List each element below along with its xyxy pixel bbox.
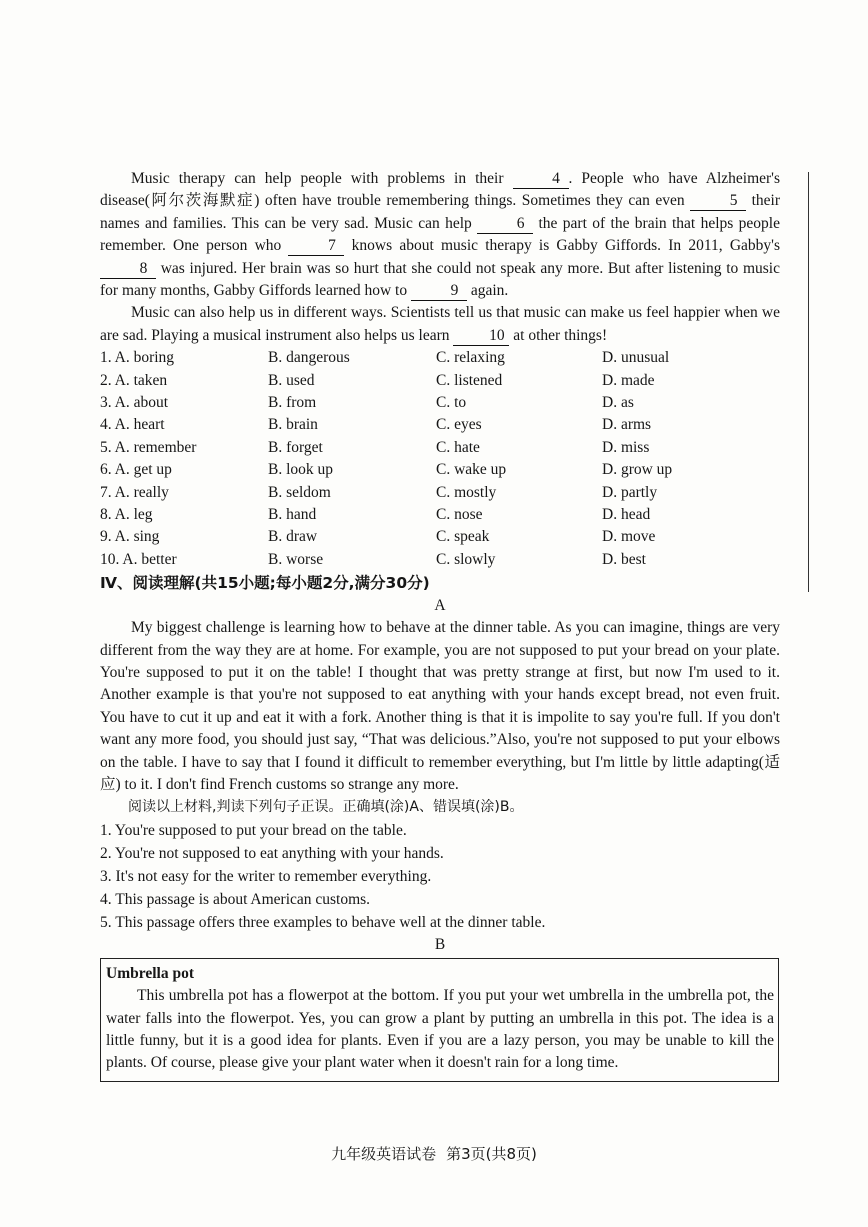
blank-10[interactable]: 10 xyxy=(453,327,509,346)
statement-item: 5. This passage offers three examples to behave well at the dinner table. xyxy=(100,914,546,932)
option-row xyxy=(100,392,780,414)
option-d[interactable]: D. partly xyxy=(602,483,658,501)
cloze-text: was injured. Her brain was so hurt that she could not speak any more. But after listening to music for many months, Gabby Giffords learned how to xyxy=(100,259,780,300)
option-d[interactable]: D. head xyxy=(602,505,651,523)
option-b[interactable]: B. forget xyxy=(268,438,323,456)
option-d[interactable]: D. unusual xyxy=(602,349,670,367)
option-b[interactable]: B. draw xyxy=(268,528,318,546)
statement-item: 1. You're supposed to put your bread on the table. xyxy=(100,822,407,840)
blank-8[interactable]: 8 xyxy=(100,260,156,279)
statement-item: 2. You're not supposed to eat anything with your hands. xyxy=(100,845,444,863)
blank-6[interactable]: 6 xyxy=(477,215,533,234)
instruction-text: 阅读以上材料,判读下列句子正误。正确填(涂)A、错误填(涂)B。 xyxy=(128,799,524,816)
option-d[interactable]: D. arms xyxy=(602,416,652,434)
box-text: This umbrella pot has a flowerpot at the bottom. If you put your wet umbrella in the umbrella pot, the water falls into the flowerpot. Yes, you can grow a plant by putting an umbrella in this pot. The idea is a little funny, but it is a good idea for plants. Even if you are a lazy person, you may be unable to kill the plants. Of course, please give your plant water when it doesn't rain for a long time. xyxy=(106,987,774,1072)
footer-title: 九年级英语试卷 xyxy=(331,1145,437,1163)
cloze-paragraph-2 xyxy=(100,302,780,347)
option-b[interactable]: B. look up xyxy=(268,461,334,479)
margin-rule xyxy=(808,172,809,592)
cloze-text: at other things! xyxy=(509,326,608,344)
option-c[interactable]: C. slowly xyxy=(436,550,496,568)
option-a[interactable]: 5. A. remember xyxy=(100,438,197,456)
page-footer xyxy=(0,1143,868,1164)
option-c[interactable]: C. wake up xyxy=(436,461,507,479)
option-row xyxy=(100,459,780,481)
option-c[interactable]: C. eyes xyxy=(436,416,482,434)
section-heading: Ⅳ、阅读理解(共15小题;每小题2分,满分30分) xyxy=(100,574,430,593)
option-row xyxy=(100,347,780,369)
cloze-text: Music can also help us in different ways. Scientists tell us that music can make us feel happier when we are sad. Playing a musical instrument also helps us learn xyxy=(100,304,780,344)
statement-item: 4. This passage is about American customs. xyxy=(100,891,371,909)
option-a[interactable]: 7. A. really xyxy=(100,483,169,501)
option-row xyxy=(100,549,780,571)
option-d[interactable]: D. grow up xyxy=(602,461,673,479)
option-b[interactable]: B. hand xyxy=(268,505,317,523)
cloze-text: Music therapy can help people with problems in their xyxy=(131,170,513,187)
part-a-label: A xyxy=(434,597,446,615)
option-b[interactable]: B. brain xyxy=(268,416,318,434)
option-a[interactable]: 6. A. get up xyxy=(100,461,172,479)
option-a[interactable]: 8. A. leg xyxy=(100,505,153,523)
footer-page-number: 第3页(共8页) xyxy=(446,1145,537,1163)
part-b-label: B xyxy=(434,936,446,954)
option-d[interactable]: D. best xyxy=(602,550,646,568)
blank-4[interactable]: 4 xyxy=(513,170,569,189)
blank-7[interactable]: 7 xyxy=(288,237,344,256)
option-c[interactable]: C. mostly xyxy=(436,483,497,501)
option-c[interactable]: C. to xyxy=(436,394,467,412)
cloze-text: the part of the brain that helps people remember. One person who xyxy=(100,214,780,255)
option-list xyxy=(100,347,780,571)
option-b[interactable]: B. worse xyxy=(268,550,324,568)
cloze-paragraph-1 xyxy=(100,168,780,302)
option-c[interactable]: C. hate xyxy=(436,438,480,456)
option-row xyxy=(100,414,780,436)
option-d[interactable]: D. miss xyxy=(602,438,650,456)
option-a[interactable]: 10. A. better xyxy=(100,550,177,568)
exam-page xyxy=(100,168,780,1082)
option-b[interactable]: B. dangerous xyxy=(268,349,350,367)
option-c[interactable]: C. listened xyxy=(436,371,503,389)
option-row xyxy=(100,370,780,392)
option-b[interactable]: B. used xyxy=(268,371,315,389)
option-d[interactable]: D. made xyxy=(602,371,655,389)
option-row xyxy=(100,504,780,526)
option-d[interactable]: D. move xyxy=(602,528,656,546)
statement-item: 3. It's not easy for the writer to remember everything. xyxy=(100,868,432,886)
box-title: Umbrella pot xyxy=(106,965,194,983)
option-row xyxy=(100,437,780,459)
cloze-text: knows about music therapy is Gabby Giffords. In 2011, Gabby's xyxy=(344,237,781,255)
cloze-text: . People who have Alzheimer's disease(阿尔茨海默症) often have trouble remembering things. Sometimes they can even xyxy=(100,170,780,210)
option-b[interactable]: B. seldom xyxy=(268,483,331,501)
option-d[interactable]: D. as xyxy=(602,394,634,412)
option-c[interactable]: C. speak xyxy=(436,528,490,546)
option-a[interactable]: 9. A. sing xyxy=(100,528,160,546)
option-a[interactable]: 3. A. about xyxy=(100,394,169,412)
option-a[interactable]: 1. A. boring xyxy=(100,349,175,367)
option-c[interactable]: C. relaxing xyxy=(436,349,505,367)
blank-9[interactable]: 9 xyxy=(411,282,467,301)
option-a[interactable]: 4. A. heart xyxy=(100,416,165,434)
passage-a: My biggest challenge is learning how to behave at the dinner table. As you can imagine, things are very different from the way they are at home. For example, you are not supposed to put your bread on your plate. You're supposed to put it on the table! I thought that was pretty strange at first, but now I'm used to it. Another example is that you're not supposed to eat anything with your hands except bread, not even fruit. You have to cut it up and eat it with a fork. Another thing is that it is impolite to say you're full. If you don't want any more food, you should just say, “That was delicious.”Also, you're not supposed to put your elbows on the table. I have to say that I found it difficult to remember everything, but I'm little by little adapting(适应) to it. I don't find French customs so strange any more. xyxy=(100,619,780,793)
option-c[interactable]: C. nose xyxy=(436,505,483,523)
cloze-text: again. xyxy=(466,282,509,300)
cloze-text: their names and families. This can be very sad. Music can help xyxy=(100,192,780,232)
option-row xyxy=(100,482,780,504)
blank-5[interactable]: 5 xyxy=(690,192,746,211)
option-b[interactable]: B. from xyxy=(268,394,317,412)
option-row xyxy=(100,526,780,548)
umbrella-pot-box xyxy=(100,958,779,1081)
option-a[interactable]: 2. A. taken xyxy=(100,371,168,389)
